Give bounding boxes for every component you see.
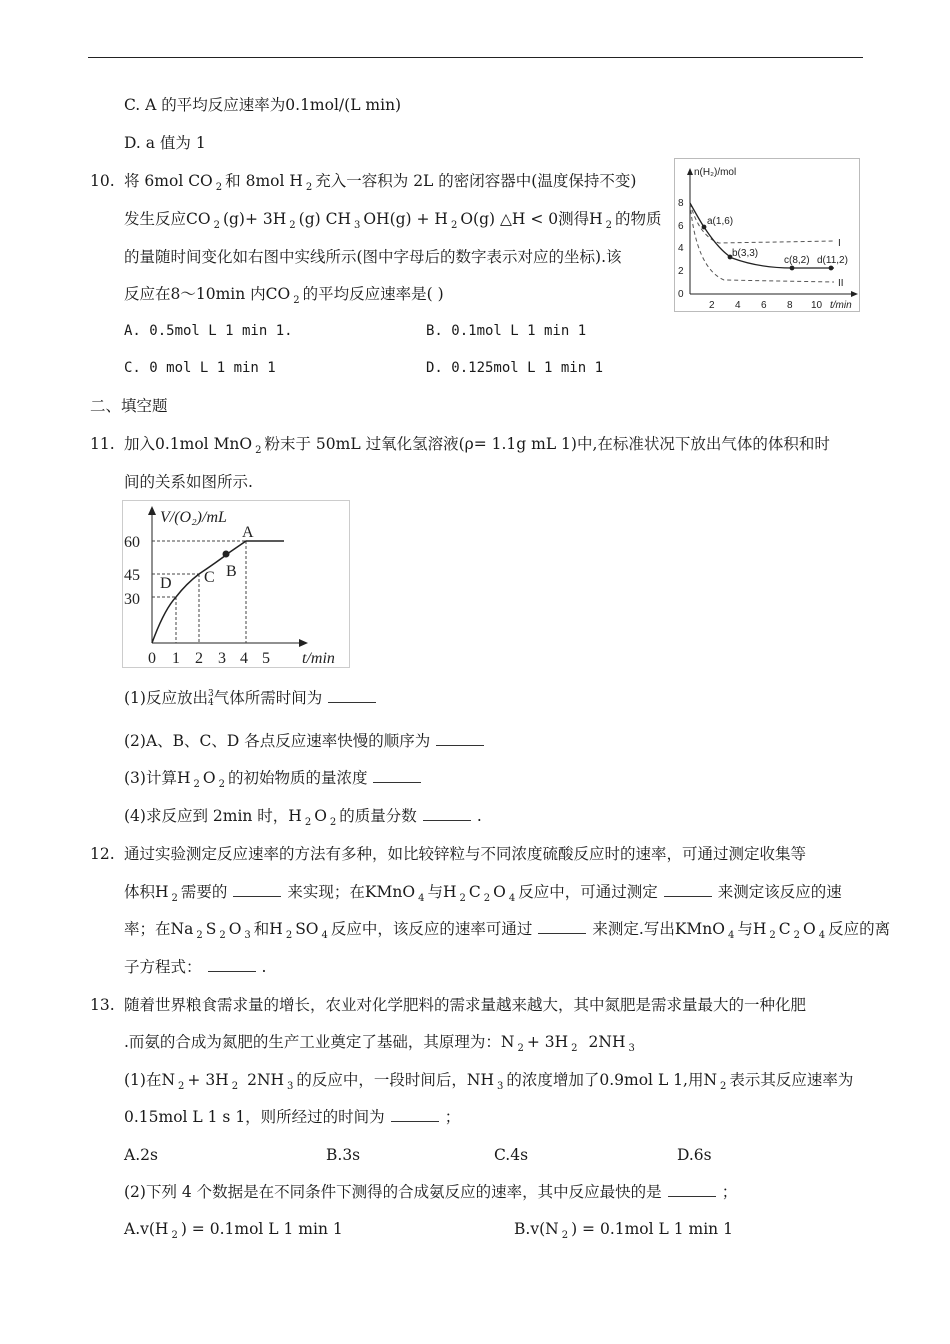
q11-ytick: 30	[124, 591, 140, 608]
answer-blank[interactable]	[668, 1182, 716, 1197]
q11-point-label: A	[242, 524, 254, 541]
q10-point-c	[790, 266, 795, 271]
q11-xtick: 4	[240, 650, 248, 667]
q13-line1: 随着世界粮食需求量的增长，农业对化学肥料的需求量越来越大，其中氮肥是需求量最大的一种化肥	[124, 996, 807, 1014]
q10-point-label: d(11,2)	[817, 255, 848, 266]
q10-xtick: 6	[761, 300, 767, 311]
q10-curve-label: I	[838, 238, 841, 249]
q13-line2: .而氨的合成为氮肥的生产工业奠定了基础，其原理为：N $_2$ + 3H $_2$ 2NH $_3$	[124, 1033, 635, 1054]
q10-point-label: c(8,2)	[784, 255, 810, 266]
q10-option-a: A. 0.5mol L 1 min 1.	[124, 323, 293, 339]
q12-number: 12.	[90, 845, 115, 863]
q11-x-label: t/min	[302, 650, 335, 667]
q11-ytick: 45	[124, 567, 140, 584]
q11-xtick: 5	[262, 650, 270, 667]
q10-point-label: b(3,3)	[732, 248, 759, 259]
answer-blank[interactable]	[328, 688, 376, 703]
answer-blank[interactable]	[436, 731, 484, 746]
q11-part2: (2)A、B、C、D 各点反应速率快慢的顺序为	[124, 731, 490, 751]
q11-ytick: 60	[124, 534, 140, 551]
q13-number: 13.	[90, 996, 115, 1014]
q10-point-a	[702, 225, 707, 230]
answer-blank[interactable]	[538, 919, 586, 934]
q10-xtick: 2	[709, 300, 715, 311]
q10-xtick: 10	[811, 300, 823, 311]
q11-xtick: 3	[218, 650, 226, 667]
q11-point-label: D	[160, 575, 172, 592]
q11-part4: (4)求反应到 2min 时，H $_2$ O $_2$ 的质量分数 .	[124, 807, 482, 828]
q11-line2: 间的关系如图所示.	[124, 473, 253, 491]
q13-option-a-rate: A.v(H $_2$ ) = 0.1mol L 1 min 1	[124, 1220, 343, 1241]
q12-line3: 率；在Na $_2$ S $_2$ O $_3$ 和H $_2$ SO $_4$ 反应中，该反应的速率可通过 来测定.写出KMnO $_4$ 与H $_2$ C $_2$ O $_4$ 反应的离	[124, 920, 891, 941]
q12-line2: 体积H $_2$ 需要的 来实现；在KMnO $_4$ 与H $_2$ C $_2$ O $_4$ 反应中，可通过测定 来测定该反应的速	[124, 883, 842, 904]
q10-point-d	[829, 266, 834, 271]
q11-part1: (1)反应放出3 4气体所需时间为	[124, 688, 382, 708]
section-title: 二、填空题	[90, 397, 168, 415]
q13-part1-line2: 0.15mol L 1 s 1，则所经过的时间为 ；	[124, 1108, 461, 1126]
header-rule	[88, 57, 863, 58]
q10-line3: 的量随时间变化如右图中实线所示(图中字母后的数字表示对应的坐标).该	[124, 248, 622, 266]
q10-x-label: t/min	[830, 300, 852, 311]
q10-y-label: n(H₂)/mol	[694, 167, 737, 178]
q10-option-b: B. 0.1mol L 1 min 1	[426, 323, 587, 339]
q11-xtick: 2	[195, 650, 203, 667]
q10-xtick: 8	[787, 300, 793, 311]
q10-option-d: D. 0.125mol L 1 min 1	[426, 360, 604, 376]
q11-part3: (3)计算H $_2$ O $_2$ 的初始物质的量浓度	[124, 768, 427, 795]
answer-blank[interactable]	[664, 882, 712, 897]
answer-blank[interactable]	[373, 768, 421, 783]
q11-y-label: V/(O₂)/mL	[160, 509, 227, 526]
q11-number: 11.	[90, 435, 115, 453]
q11-point-b	[223, 551, 230, 558]
q10-xtick: 4	[735, 300, 741, 311]
q13-option-d: D.6s	[677, 1146, 712, 1164]
answer-blank[interactable]	[233, 882, 281, 897]
q10-option-c: C. 0 mol L 1 min 1	[124, 360, 276, 376]
q11-point-label: B	[226, 563, 237, 580]
answer-blank[interactable]	[423, 806, 471, 821]
answer-blank[interactable]	[391, 1107, 439, 1122]
q11-xtick: 1	[172, 650, 180, 667]
q10-line4: 反应在8～10min 内CO $_2$ 的平均反应速率是( )	[124, 285, 444, 306]
q10-point-label: a(1,6)	[707, 216, 734, 227]
q10-ytick: 8	[678, 198, 684, 209]
q10-ytick: 4	[678, 243, 684, 254]
q11-graph	[122, 500, 350, 668]
q10-line1: 将 6mol CO $_2$ 和 8mol H $_2$ 充入一容积为 2L 的密闭容器中(温度保持不变)	[124, 172, 637, 193]
q13-option-c: C.4s	[494, 1146, 529, 1164]
q12-line1: 通过实验测定反应速率的方法有多种，如比较锌粒与不同浓度硫酸反应时的速率，可通过测定收集等	[124, 845, 807, 863]
q10-ytick: 2	[678, 266, 684, 277]
q10-number: 10.	[90, 172, 115, 190]
q10-ytick: 0	[678, 289, 684, 300]
q13-option-a: A.2s	[124, 1146, 158, 1164]
q9-option-d: D. a 值为 1	[124, 134, 206, 152]
q10-ytick: 6	[678, 221, 684, 232]
q10-graph	[674, 158, 860, 312]
q13-option-b-rate: B.v(N $_2$ ) = 0.1mol L 1 min 1	[514, 1220, 733, 1241]
q10-line2: 发生反应CO $_2$ (g)+ 3H $_2$ (g) CH $_3$ OH(g) + H $_2$ O(g) △H < 0测得H $_2$ 的物质	[124, 210, 662, 231]
q13-option-b: B.3s	[326, 1146, 361, 1164]
q13-part2: (2)下列 4 个数据是在不同条件下测得的合成氨反应的速率，其中反应最快的是 ；	[124, 1183, 738, 1201]
q11-line1: 加入0.1mol MnO $_2$ 粉末于 50mL 过氧化氢溶液(ρ= 1.1g mL 1)中,在标准状况下放出气体的体积和时	[124, 435, 830, 456]
q13-part1: (1)在N $_2$ + 3H $_2$ 2NH $_3$ 的反应中，一段时间后，NH $_3$ 的浓度增加了0.9mol L 1,用N $_2$ 表示其反应速率为	[124, 1071, 854, 1092]
q11-xtick: 0	[148, 650, 156, 667]
answer-blank[interactable]	[208, 957, 256, 972]
q9-option-c: C. A 的平均反应速率为0.1mol/(L min)	[124, 96, 402, 114]
q12-line4: 子方程式： .	[124, 958, 267, 976]
q10-curve-label: II	[838, 278, 844, 289]
q11-point-label: C	[204, 569, 215, 586]
